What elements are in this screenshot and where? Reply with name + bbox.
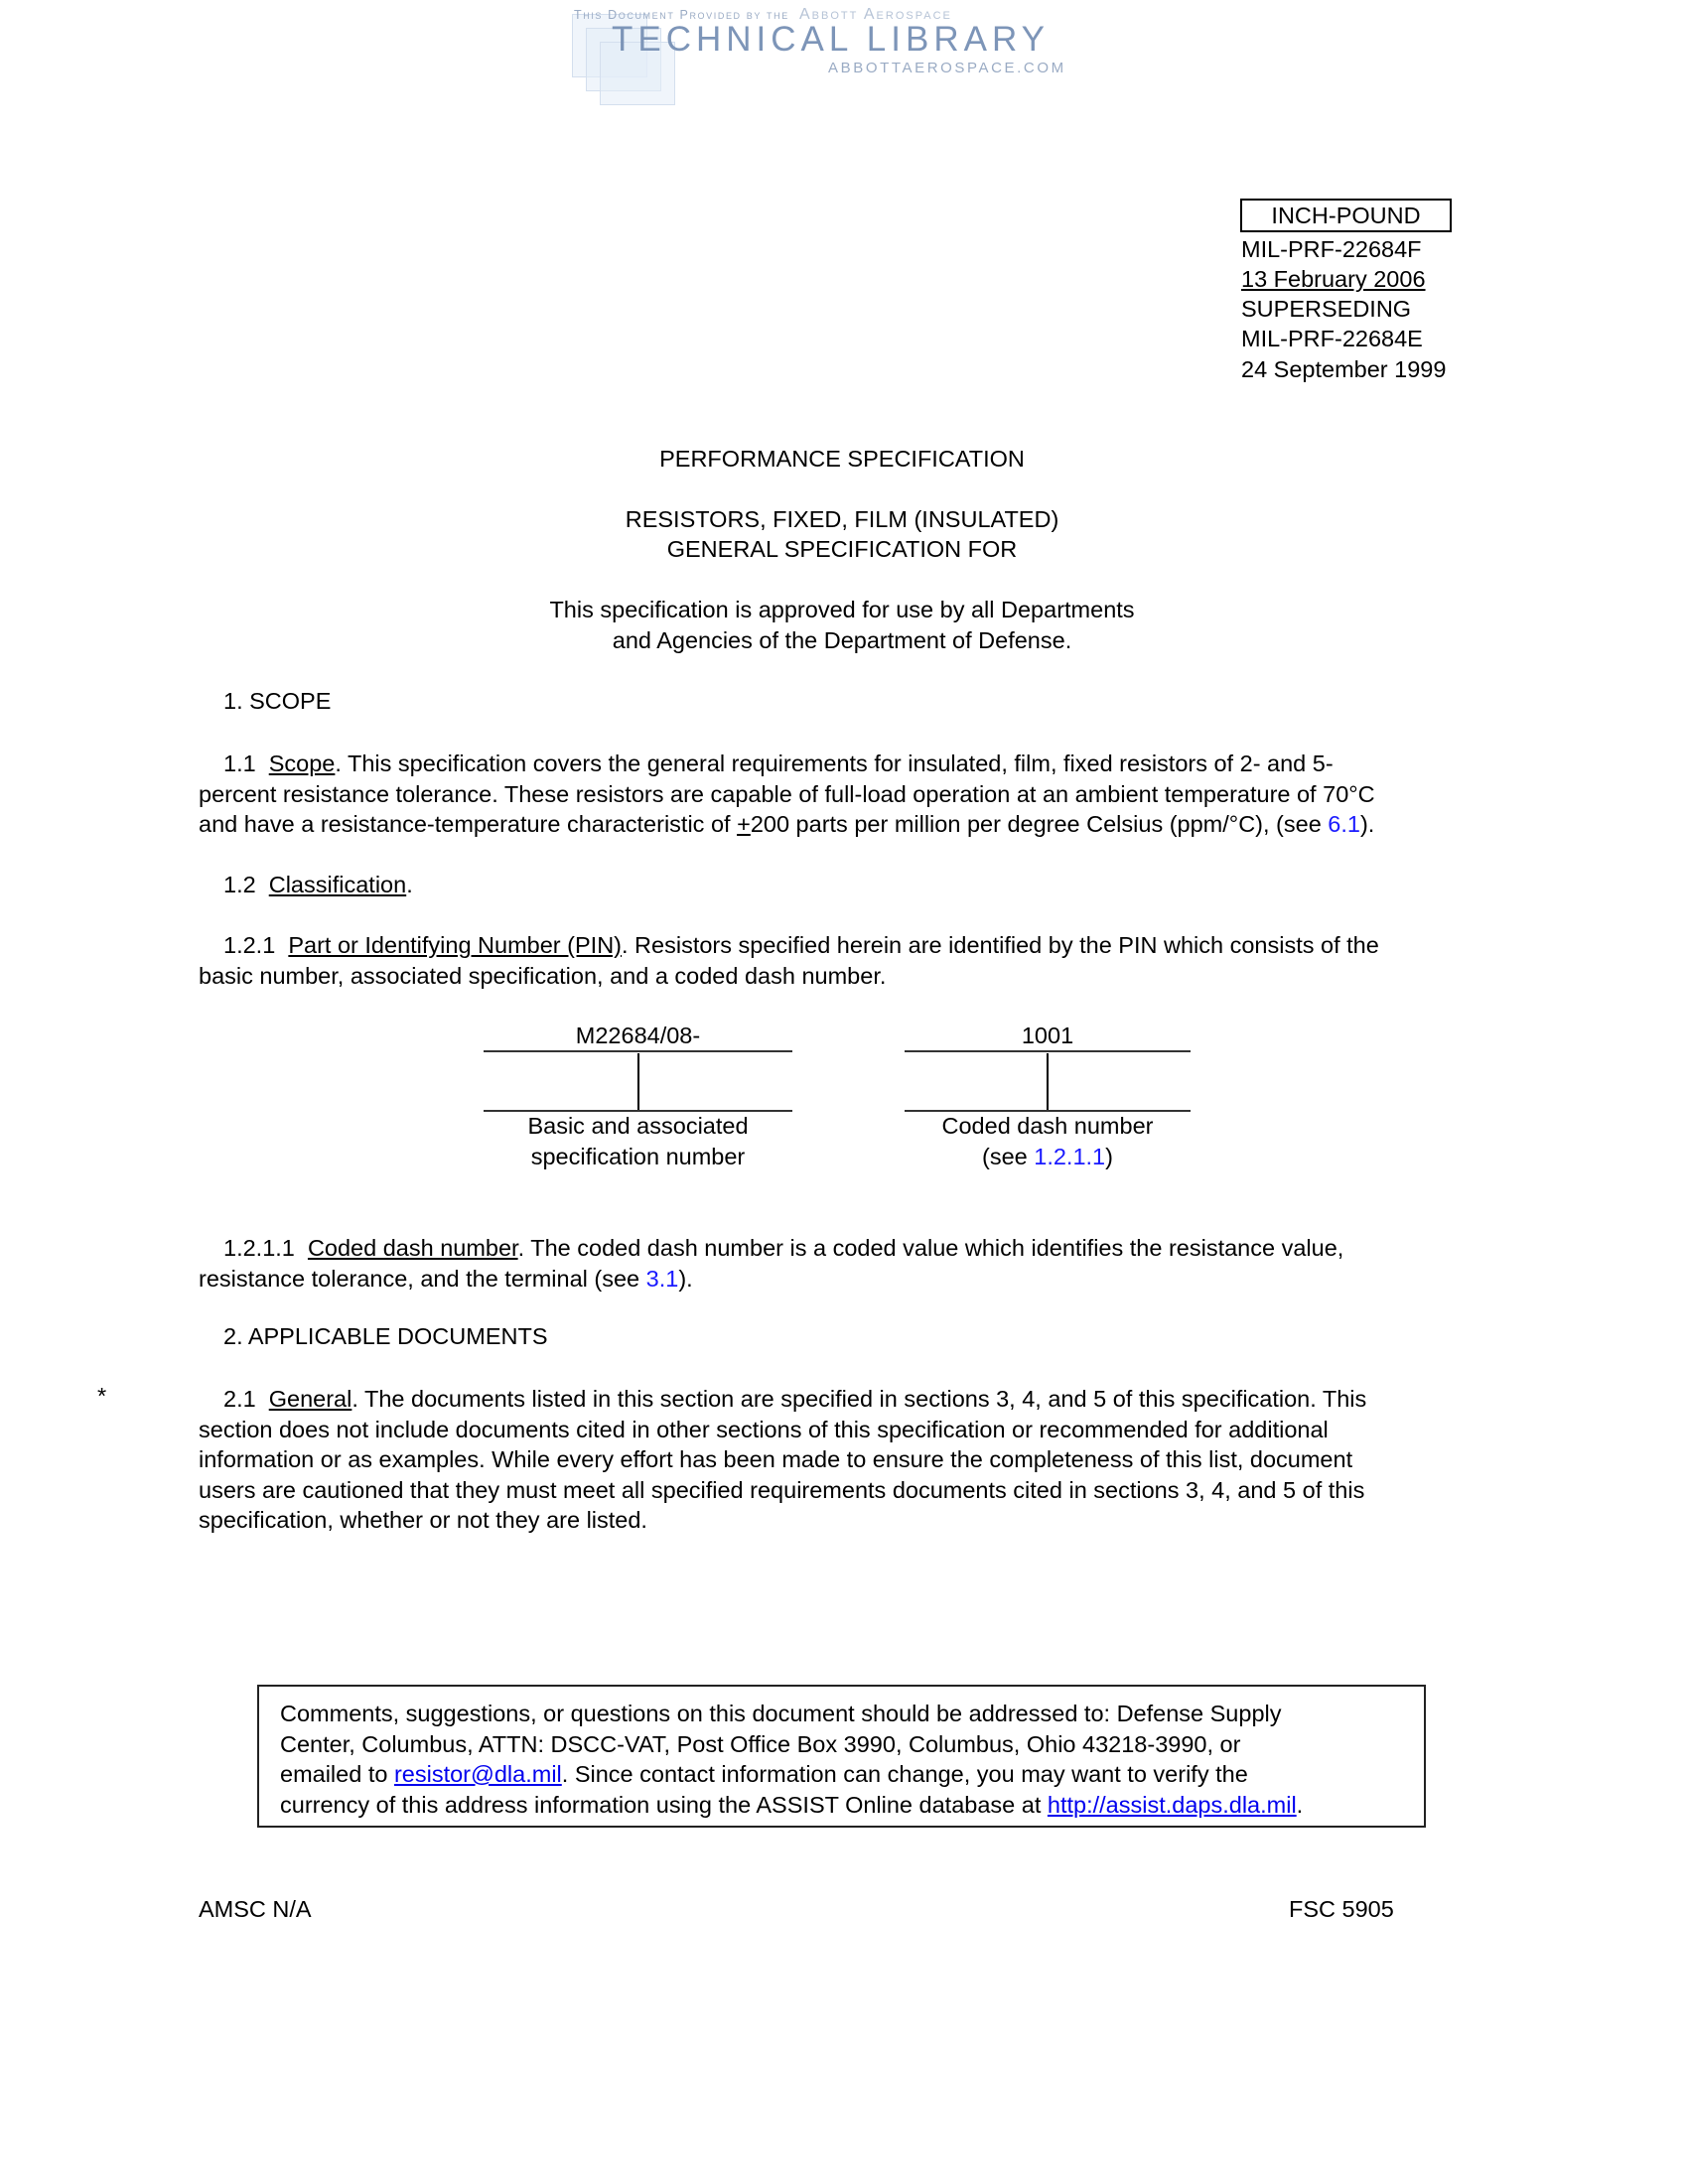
watermark-logo xyxy=(572,4,1088,115)
spec-title-line2: GENERAL SPECIFICATION FOR xyxy=(666,536,1018,562)
change-marker: * xyxy=(97,1383,107,1409)
superseding-label: SUPERSEDING xyxy=(1241,296,1412,322)
pin-basic-number: M22684/08- xyxy=(575,1023,701,1048)
pin-left-label: Basic and associated specification number xyxy=(527,1113,749,1169)
fsc-label: FSC 5905 xyxy=(1289,1896,1394,1922)
amsc-label: AMSC N/A xyxy=(199,1896,312,1922)
xref-link-3-1[interactable]: 3.1 xyxy=(645,1265,679,1292)
watermark-title: TECHNICAL LIBRARY xyxy=(612,20,1050,59)
approval-line2: and Agencies of the Department of Defense. xyxy=(612,627,1072,653)
pin-right-connector xyxy=(1047,1053,1049,1110)
email-link[interactable]: resistor@dla.mil xyxy=(393,1761,562,1787)
inch-pound-box: INCH-POUND xyxy=(1240,199,1452,232)
paragraph-title: Scope xyxy=(268,751,336,776)
pin-right-label: Coded dash number (see 1.2.1.1) xyxy=(941,1113,1154,1169)
comments-text: Comments, suggestions, or questions on this document should be addressed to: Defense Supply Center, Columbus, ATTN: DSCC-VAT, Post Office Box 3990, Columbus, Ohio 43218-3990, or emailed to resistor@dla.mil. Since contact information can change, you may want to verify the currency of this address information using the ASSIST Online database at http://assist.daps.dla.mil. xyxy=(280,1701,1304,1818)
prev-doc-number: MIL-PRF-22684E xyxy=(1241,326,1423,351)
pin-left-top-line xyxy=(484,1050,792,1052)
comments-box xyxy=(257,1685,1426,1828)
pin-left-connector xyxy=(637,1053,639,1110)
doc-date: 13 February 2006 xyxy=(1241,266,1426,292)
xref-link-1-2-1-1[interactable]: 1.2.1.1 xyxy=(1034,1143,1106,1169)
paragraph-1-2-1: 1.2.1 Part or Identifying Number (PIN). Resistors specified herein are identified by the PIN which consists of the basic number, associated specification, and a coded dash number. xyxy=(199,932,1379,989)
paragraph-1-2: 1.2 Classification. xyxy=(223,872,413,897)
doc-number: MIL-PRF-22684F xyxy=(1241,236,1422,262)
pin-right-top-line xyxy=(905,1050,1191,1052)
paragraph-1-2-1-1: 1.2.1.1 Coded dash number. The coded dash number is a coded value which identifies the resistance value, resistance tolerance, and the terminal (see 3.1). xyxy=(199,1235,1344,1292)
watermark-provided-by: This Document Provided by the Abbott Aerospace xyxy=(574,6,952,23)
prev-doc-date: 24 September 1999 xyxy=(1241,356,1447,382)
pin-dash-number: 1001 xyxy=(1021,1023,1074,1048)
paragraph-1-1: 1.1 Scope. This specification covers the general requirements for insulated, film, fixed resistors of 2- and 5- percent resistance tolerance. These resistors are capable of full-load operation at an ambient temperature of 70°C and have a resistance-temperature characteristic of +200 parts per million per degree Celsius (ppm/°C), (see 6.1). xyxy=(199,751,1375,837)
spec-title-line1: RESISTORS, FIXED, FILM (INSULATED) xyxy=(625,506,1059,532)
paragraph-2-1: 2.1 General. The documents listed in this section are specified in sections 3, 4, and 5 of this specification. This section does not include documents cited in other sections of this specification or recommended for additional information or as examples. While every effort has been made to ensure the completeness of this list, document users are cautioned that they must meet all specified requirements documents cited in sections 3, 4, and 5 of this specification, whether or not they are listed. xyxy=(199,1386,1367,1533)
spec-type: PERFORMANCE SPECIFICATION xyxy=(659,446,1025,472)
xref-link-6-1[interactable]: 6.1 xyxy=(1328,811,1360,837)
assist-url-link[interactable]: http://assist.daps.dla.mil xyxy=(1047,1791,1297,1818)
approval-line1: This specification is approved for use by all Departments xyxy=(549,597,1135,622)
section-2-heading: 2. APPLICABLE DOCUMENTS xyxy=(223,1323,548,1349)
section-1-heading: 1. SCOPE xyxy=(223,688,332,714)
watermark-url: ABBOTTAEROSPACE.COM xyxy=(828,60,1066,76)
